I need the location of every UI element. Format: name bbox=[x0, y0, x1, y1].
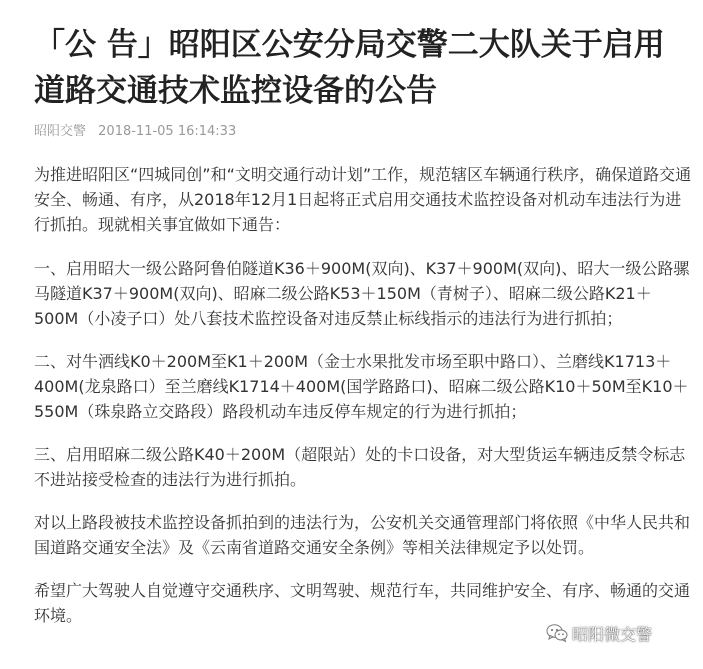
article bbox=[34, 22, 694, 628]
article-meta bbox=[34, 123, 694, 141]
article-source[interactable]: 昭阳交警 bbox=[34, 124, 87, 139]
paragraph-closing: 希望广大驾驶人自觉遵守交通秩序、文明驾驶、规范行车，共同维护安全、有序、畅通的交通环境。 bbox=[34, 581, 691, 625]
paragraph-intro: 为推进昭阳区“四城同创”和“文明交通行动计划”工作，规范辖区车辆通行秩序，确保道路交通安全、畅通、有序，从2018年12月1日起将正式启用交通技术监控设备对机动车违法行为进行抓拍。现就相关事宜做如下通告： bbox=[34, 165, 692, 234]
paragraph-penalty: 对以上路段被技术监控设备抓拍到的违法行为，公安机关交通管理部门将依照《中华人民共和国道路交通安全法》及《云南省道路交通安全条例》等相关法律规定予以处罚。 bbox=[34, 513, 691, 557]
paragraph-item-3: 三、启用昭麻二级公路K40＋200M（超限站）处的卡口设备，对大型货运车辆违反禁令标志不进站接受检查的违法行为进行抓拍。 bbox=[34, 445, 686, 489]
article-datetime: 2018-11-05 16:14:33 bbox=[98, 124, 237, 139]
paragraph-item-1: 一、启用昭大一级公路阿鲁伯隧道K36＋900M(双向)、K37＋900M(双向)、昭大一级公路骡马隧道K37＋900M(双向)、昭麻二级公路K53＋150M（青树子）、昭麻二级公路K21＋500M（小凌子口）处八套技术监控设备对违反禁止标线指示的违法行为进行抓拍； bbox=[34, 259, 690, 328]
paragraph-item-2: 二、对牛洒线K0＋200M至K1＋200M（金士水果批发市场至职中路口）、兰磨线K1713＋400M(龙泉路口）至兰磨线K1714＋400M(国学路路口)、昭麻二级公路K10＋50M至K10＋550M（珠泉路立交路段）路段机动车违反停车规定的行为进行抓拍； bbox=[34, 352, 689, 421]
article-content bbox=[34, 162, 694, 628]
watermark bbox=[546, 622, 652, 644]
watermark-text: 昭阳微交警 bbox=[572, 624, 653, 644]
wechat-icon bbox=[546, 623, 568, 643]
article-title: 「公 告」昭阳区公安分局交警二大队关于启用道路交通技术监控设备的公告 bbox=[34, 27, 665, 109]
